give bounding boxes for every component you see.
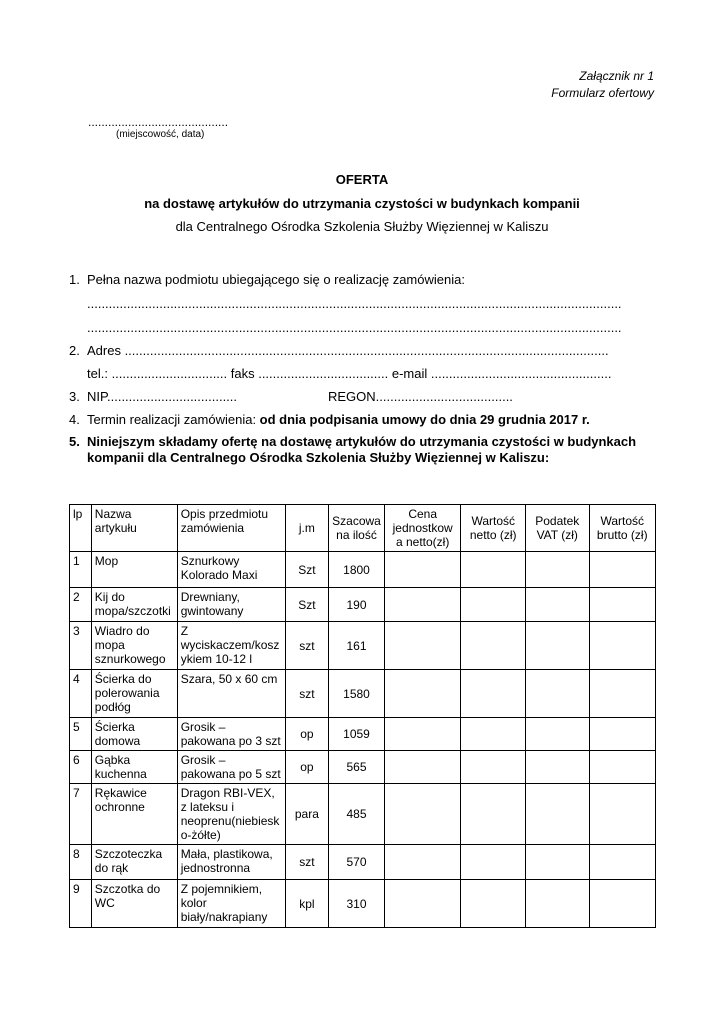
row-gross-value-input[interactable] xyxy=(589,588,655,622)
row-lp: 5 xyxy=(70,718,92,751)
row-net-value-input[interactable] xyxy=(461,588,525,622)
row-vat-input[interactable] xyxy=(525,552,589,588)
row-lp: 9 xyxy=(70,880,92,928)
table-row xyxy=(70,670,656,718)
row-unit-price-input[interactable] xyxy=(384,751,461,784)
row-name: Gąbka kuchenna xyxy=(91,751,177,784)
table-row xyxy=(70,622,656,670)
row-net-value-input[interactable] xyxy=(461,718,525,751)
row-description: Szara, 50 x 60 cm xyxy=(177,670,285,718)
row-lp: 3 xyxy=(70,622,92,670)
row-unit: op xyxy=(285,718,329,751)
row-unit: Szt xyxy=(285,588,329,622)
item-4-number: 4. xyxy=(69,412,80,427)
item-5-line-1: Niniejszym składamy ofertę na dostawę artykułów do utrzymania czystości w budynkach xyxy=(87,434,637,449)
table-row xyxy=(70,718,656,751)
item-4 xyxy=(69,412,590,427)
row-description: Z pojemnikiem, kolor biały/nakrapiany xyxy=(177,880,285,928)
row-vat-input[interactable] xyxy=(525,880,589,928)
row-description: Mała, plastikowa, jednostronna xyxy=(177,845,285,880)
row-description: Drewniany, gwintowany xyxy=(177,588,285,622)
row-description: Grosik – pakowana po 3 szt xyxy=(177,718,285,751)
header-unit: j.m xyxy=(285,505,329,552)
item-2[interactable] xyxy=(69,343,609,358)
row-unit: op xyxy=(285,751,329,784)
row-unit-price-input[interactable] xyxy=(384,880,461,928)
table-row xyxy=(70,880,656,928)
row-lp: 8 xyxy=(70,845,92,880)
header-vat: Podatek VAT (zł) xyxy=(525,505,589,552)
row-gross-value-input[interactable] xyxy=(589,880,655,928)
row-unit: szt xyxy=(285,670,329,718)
row-unit: Szt xyxy=(285,552,329,588)
item-5-line-2: kompanii dla Centralnego Ośrodka Szkolenia Służby Więziennej w Kaliszu: xyxy=(87,450,550,465)
row-quantity: 1580 xyxy=(329,670,385,718)
row-net-value-input[interactable] xyxy=(461,552,525,588)
row-gross-value-input[interactable] xyxy=(589,622,655,670)
row-quantity: 310 xyxy=(329,880,385,928)
row-vat-input[interactable] xyxy=(525,718,589,751)
row-quantity: 1059 xyxy=(329,718,385,751)
row-name: Szczoteczka do rąk xyxy=(91,845,177,880)
name-field-line-2[interactable]: .................................................................................................................................................... xyxy=(87,320,622,335)
row-lp: 1 xyxy=(70,552,92,588)
document-subtitle: na dostawę artykułów do utrzymania czystości w budynkach kompanii xyxy=(144,196,580,211)
row-net-value-input[interactable] xyxy=(461,784,525,845)
header-net-value: Wartość netto (zł) xyxy=(461,505,525,552)
row-gross-value-input[interactable] xyxy=(589,751,655,784)
table-row xyxy=(70,588,656,622)
row-vat-input[interactable] xyxy=(525,588,589,622)
row-gross-value-input[interactable] xyxy=(589,845,655,880)
annex-label xyxy=(551,68,654,102)
row-unit-price-input[interactable] xyxy=(384,552,461,588)
item-3-number: 3. xyxy=(69,389,80,404)
regon-field[interactable]: REGON...................................... xyxy=(328,389,513,404)
row-unit-price-input[interactable] xyxy=(384,588,461,622)
row-net-value-input[interactable] xyxy=(461,880,525,928)
row-quantity: 485 xyxy=(329,784,385,845)
row-unit: para xyxy=(285,784,329,845)
row-name: Kij do mopa/szczotki xyxy=(91,588,177,622)
item-2-number: 2. xyxy=(69,343,80,358)
item-4-term: od dnia podpisania umowy do dnia 29 grudnia 2017 r. xyxy=(259,412,590,427)
row-unit: kpl xyxy=(285,880,329,928)
header-gross-value: Wartość brutto (zł) xyxy=(589,505,655,552)
row-unit-price-input[interactable] xyxy=(384,622,461,670)
row-vat-input[interactable] xyxy=(525,622,589,670)
place-date-label: (miejscowość, data) xyxy=(116,129,205,140)
row-unit-price-input[interactable] xyxy=(384,784,461,845)
row-net-value-input[interactable] xyxy=(461,845,525,880)
row-gross-value-input[interactable] xyxy=(589,552,655,588)
row-gross-value-input[interactable] xyxy=(589,784,655,845)
row-quantity: 1800 xyxy=(329,552,385,588)
row-gross-value-input[interactable] xyxy=(589,670,655,718)
header-unit-price: Cena jednostkow a netto(zł) xyxy=(384,505,461,552)
document-title: OFERTA xyxy=(335,172,389,187)
table-row xyxy=(70,845,656,880)
row-unit: szt xyxy=(285,845,329,880)
row-vat-input[interactable] xyxy=(525,751,589,784)
row-gross-value-input[interactable] xyxy=(589,718,655,751)
row-description: Sznurkowy Kolorado Maxi xyxy=(177,552,285,588)
item-1 xyxy=(69,272,465,287)
row-net-value-input[interactable] xyxy=(461,751,525,784)
row-lp: 4 xyxy=(70,670,92,718)
nip-field[interactable]: NIP.................................... xyxy=(87,389,238,404)
item-1-label: Pełna nazwa podmiotu ubiegającego się o realizację zamówienia: xyxy=(87,272,465,287)
place-date-dots: .......................................... xyxy=(88,115,229,129)
item-5-number: 5. xyxy=(69,434,80,449)
row-name: Mop xyxy=(91,552,177,588)
row-unit-price-input[interactable] xyxy=(384,845,461,880)
row-quantity: 190 xyxy=(329,588,385,622)
row-quantity: 161 xyxy=(329,622,385,670)
table-header-row xyxy=(70,505,656,552)
row-vat-input[interactable] xyxy=(525,845,589,880)
name-field-line-1[interactable]: .................................................................................................................................................... xyxy=(87,296,622,311)
row-quantity: 570 xyxy=(329,845,385,880)
table-row xyxy=(70,751,656,784)
header-description: Opis przedmiotu zamówienia xyxy=(177,505,285,552)
row-net-value-input[interactable] xyxy=(461,670,525,718)
row-unit-price-input[interactable] xyxy=(384,670,461,718)
row-name: Ścierka domowa xyxy=(91,718,177,751)
header-quantity: Szacowa na ilość xyxy=(329,505,385,552)
table-row xyxy=(70,552,656,588)
address-field[interactable]: Adres ...................................................................................................................................... xyxy=(87,343,609,358)
row-name: Rękawice ochronne xyxy=(91,784,177,845)
row-unit-price-input[interactable] xyxy=(384,718,461,751)
row-description: Z wyciskaczem/kosz ykiem 10-12 l xyxy=(177,622,285,670)
row-net-value-input[interactable] xyxy=(461,622,525,670)
item-3 xyxy=(69,389,237,404)
annex-number: Załącznik nr 1 xyxy=(579,69,654,83)
offer-table xyxy=(69,504,656,928)
item-1-number: 1. xyxy=(69,272,80,287)
item-5 xyxy=(69,434,636,449)
document-subtitle-recipient: dla Centralnego Ośrodka Szkolenia Służby Więziennej w Kaliszu xyxy=(175,219,549,234)
row-name: Wiadro do mopa sznurkowego xyxy=(91,622,177,670)
row-quantity: 565 xyxy=(329,751,385,784)
row-vat-input[interactable] xyxy=(525,670,589,718)
contact-fields[interactable]: tel.: ................................ faks .................................... e-mail .................................................. xyxy=(87,366,612,381)
row-description: Grosik – pakowana po 5 szt xyxy=(177,751,285,784)
table-row xyxy=(70,784,656,845)
header-name: Nazwa artykułu xyxy=(91,505,177,552)
header-lp: lp xyxy=(70,505,92,552)
item-4-label: Termin realizacji zamówienia: xyxy=(87,412,260,427)
row-vat-input[interactable] xyxy=(525,784,589,845)
row-unit: szt xyxy=(285,622,329,670)
row-lp: 6 xyxy=(70,751,92,784)
annex-form-name: Formularz ofertowy xyxy=(551,86,654,100)
row-name: Szczotka do WC xyxy=(91,880,177,928)
row-name: Ścierka do polerowania podłóg xyxy=(91,670,177,718)
row-lp: 2 xyxy=(70,588,92,622)
row-lp: 7 xyxy=(70,784,92,845)
row-description: Dragon RBI-VEX, z lateksu i neoprenu(niebiesk o-żółte) xyxy=(177,784,285,845)
